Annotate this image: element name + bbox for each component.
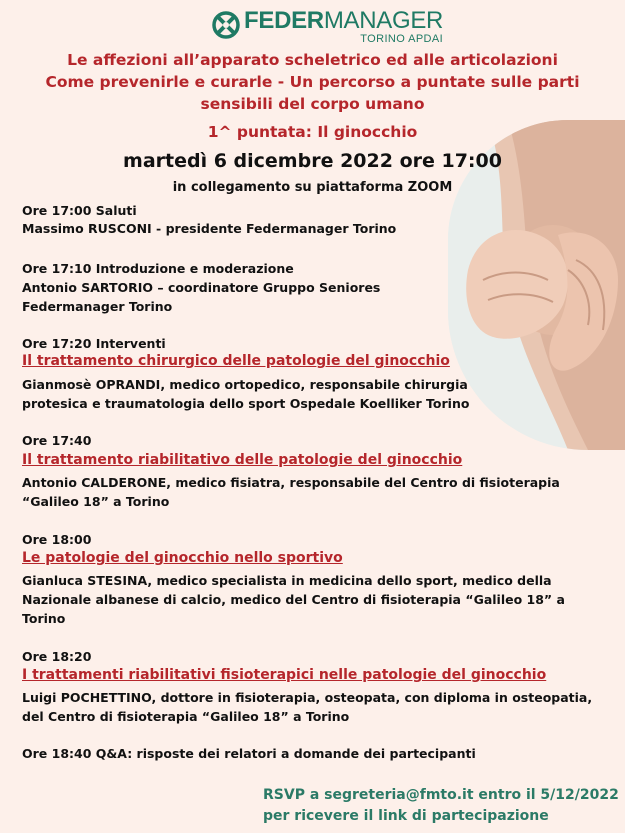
slot-4-topic: Il trattamento riabilitativo delle patologie del ginocchio xyxy=(22,452,463,468)
slot-2-time: Ore 17:10 Introduzione e moderazione xyxy=(22,261,294,276)
slot-6-person-1: Luigi POCHETTINO, dottore in fisioterapia, osteopata, con diploma in osteopatia, xyxy=(22,690,593,705)
slot-3-time: Ore 17:20 Interventi xyxy=(22,336,166,351)
event-date: martedì 6 dicembre 2022 ore 17:00 xyxy=(123,150,502,172)
slot-1-person: Massimo RUSCONI - presidente Federmanager Torino xyxy=(22,221,397,236)
rsvp-line-2: per ricevere il link di partecipazione xyxy=(263,808,549,824)
slot-4-person-1: Antonio CALDERONE, medico fisiatra, responsabile del Centro di fisioterapia xyxy=(22,475,560,490)
slot-5-person-2: Nazionale albanese di calcio, medico del Centro di fisioterapia “Galileo 18” a xyxy=(22,592,565,607)
slot-6-time: Ore 18:20 xyxy=(22,649,92,664)
slot-6-person-2: del Centro di fisioterapia “Galileo 18” a Torino xyxy=(22,709,350,724)
rsvp-line-1: RSVP a segreteria@fmto.it entro il 5/12/2022 xyxy=(263,787,619,803)
slot-2-person-1: Antonio SARTORIO – coordinatore Gruppo Seniores xyxy=(22,280,381,295)
slot-3-person-2: protesica e traumatologia dello sport Ospedale Koelliker Torino xyxy=(22,396,470,411)
slot-1-time: Ore 17:00 Saluti xyxy=(22,203,137,218)
slot-2-person-2: Federmanager Torino xyxy=(22,299,173,314)
federmanager-logo xyxy=(212,9,443,43)
slot-5-time: Ore 18:00 xyxy=(22,532,92,547)
slot-6-topic: I trattamenti riabilitativi fisioterapici nelle patologie del ginocchio xyxy=(22,667,547,683)
slot-3-topic: Il trattamento chirurgico delle patologie del ginocchio xyxy=(22,353,450,369)
logo-subtitle: TORINO APDAI xyxy=(360,33,444,45)
title-line-2: Come prevenirle e curarle - Un percorso a puntate sulle parti xyxy=(45,73,580,91)
connection-info: in collegamento su piattaforma ZOOM xyxy=(172,180,453,195)
slot-3-person-1: Gianmosè OPRANDI, medico ortopedico, responsabile chirurgia xyxy=(22,377,468,392)
slot-5-topic: Le patologie del ginocchio nello sportivo xyxy=(22,550,343,566)
title-line-3: sensibili del corpo umano xyxy=(200,95,425,113)
slot-4-person-2: “Galileo 18” a Torino xyxy=(22,494,170,509)
slot-7-qa: Ore 18:40 Q&A: risposte dei relatori a domande dei partecipanti xyxy=(22,746,476,761)
slot-4-time: Ore 17:40 xyxy=(22,433,92,448)
federmanager-cross-icon xyxy=(212,11,240,39)
slot-5-person-3: Torino xyxy=(22,611,66,626)
title-line-1: Le affezioni all’apparato scheletrico ed alle articolazioni xyxy=(67,51,558,69)
slot-5-person-1: Gianluca STESINA, medico specialista in medicina dello sport, medico della xyxy=(22,573,552,588)
logo-wordmark: FEDERMANAGER xyxy=(244,7,444,34)
title-episode: 1^ puntata: Il ginocchio xyxy=(207,123,418,141)
